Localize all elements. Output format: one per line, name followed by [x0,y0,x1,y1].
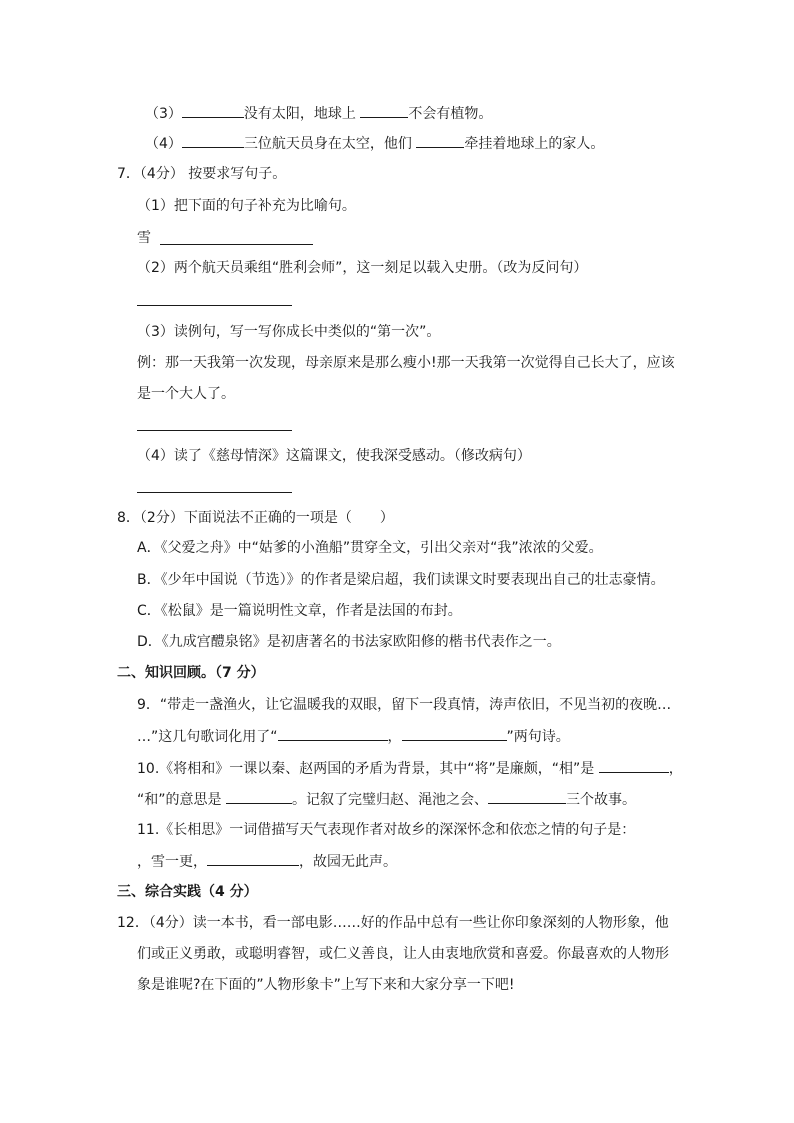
q11-line-2 [137,851,397,872]
q6-item-3 [145,103,492,124]
q7-sub-3: （3）读例句，写一写你成长中类似的“第一次”。 [137,324,441,340]
q12-line-1: 12．（4分）读一本书，看一部电影……好的作品中总有一些让你印象深刻的人物形象，他 [117,915,669,931]
q8-option-c[interactable]: C．《松鼠》是一篇说明性文章，作者是法国的布封。 [137,603,462,619]
q7-example-line-1: 例：那一天我第一次发现，母亲原来是那么瘦小!那一天我第一次觉得自己长大了，应该 [137,355,675,371]
item-text: 牵挂着地球上的家人。 [464,136,605,152]
item-number: （4） [145,136,182,152]
answer-blank[interactable] [416,133,464,148]
q7-example-line-2: 是一个大人了。 [137,386,235,402]
q7-sub-2: （2）两个航天员乘组“胜利会师”，这一刻足以载入史册。（改为反问句） [137,260,588,276]
q7-sub-1: （1）把下面的句子补充为比喻句。 [137,198,356,214]
item-text: 不会有植物。 [408,106,493,122]
q12-line-2: 们或正义勇敢，或聪明睿智，或仁义善良，让人由衷地欣赏和喜爱。你最喜欢的人物形 [137,946,669,962]
q11-line-1: 11.《长相思》一词借描写天气表现作者对故乡的深深怀念和依恋之情的句子是： [137,822,636,838]
answer-blank[interactable] [488,789,566,804]
q10-text: “和”的意思是 [137,792,226,808]
item-text: 三位航天员身在太空，他们 [243,136,417,152]
q8-option-d[interactable]: D．《九成宫醴泉铭》是初唐著名的书法家欧阳修的楷书代表作之一。 [137,634,561,650]
answer-blank[interactable] [182,133,244,148]
q8-header: 8．（2分）下面说法不正确的一项是（ ） [117,510,394,526]
section-3-title: 三、综合实践（4 分） [117,884,258,900]
section-2-title: 二、知识回顾。（7 分） [117,665,265,681]
q7-header: 7．（4分） 按要求写句子。 [117,166,287,182]
q11-text: ，雪一更， [137,854,207,870]
q11-text: ，故园无此声。 [299,854,397,870]
q10-line-1 [137,758,683,779]
q7-sub-1-answer [137,228,151,248]
q8-option-a[interactable]: A．《父爱之舟》中“姑爹的小渔船”贯穿全文，引出父亲对“我”浓浓的父爱。 [137,540,603,556]
prefix-text: 雪 [137,230,151,246]
q8-option-b[interactable]: B．《少年中国说（节选）》的作者是梁启超，我们读课文时要表现出自己的壮志豪情。 [137,572,665,588]
q10-line-2 [137,789,636,810]
answer-line[interactable] [137,492,292,493]
answer-blank[interactable] [402,726,507,741]
answer-blank[interactable] [278,726,388,741]
q6-item-4 [145,133,604,154]
answer-blank[interactable] [360,103,408,118]
q10-text: 三个故事。 [565,792,636,808]
item-number: （3） [145,106,182,122]
answer-line[interactable] [137,305,292,306]
answer-line[interactable] [160,244,313,245]
q12-line-3: 象是谁呢?在下面的”人物形象卡”上写下来和大家分享一下吧! [137,977,515,993]
answer-blank[interactable] [207,851,299,866]
q9-text: ， [387,729,402,745]
q10-text: 。记叙了完璧归赵、渑池之会、 [291,792,488,808]
q9-line-1: 9．“带走一盏渔火，让它温暖我的双眼，留下一段真情，涛声依旧，不见当初的夜晚… [137,697,672,713]
q7-sub-4: （4）读了《慈母情深》这篇课文，使我深受感动。（修改病句） [137,448,531,464]
q10-text: 10.《将相和》一课以秦、赵两国的矛盾为背景，其中“将”是廉颇，“相”是 [137,761,599,777]
answer-line[interactable] [137,430,292,431]
answer-blank[interactable] [182,103,244,118]
item-text: 没有太阳，地球上 [243,106,361,122]
q9-text: …”这几句歌词化用了“ [137,729,278,745]
q9-text: ”两句诗。 [506,729,570,745]
q10-text: ， [668,761,683,777]
answer-blank[interactable] [599,758,669,773]
answer-blank[interactable] [226,789,292,804]
q9-line-2 [137,726,570,747]
